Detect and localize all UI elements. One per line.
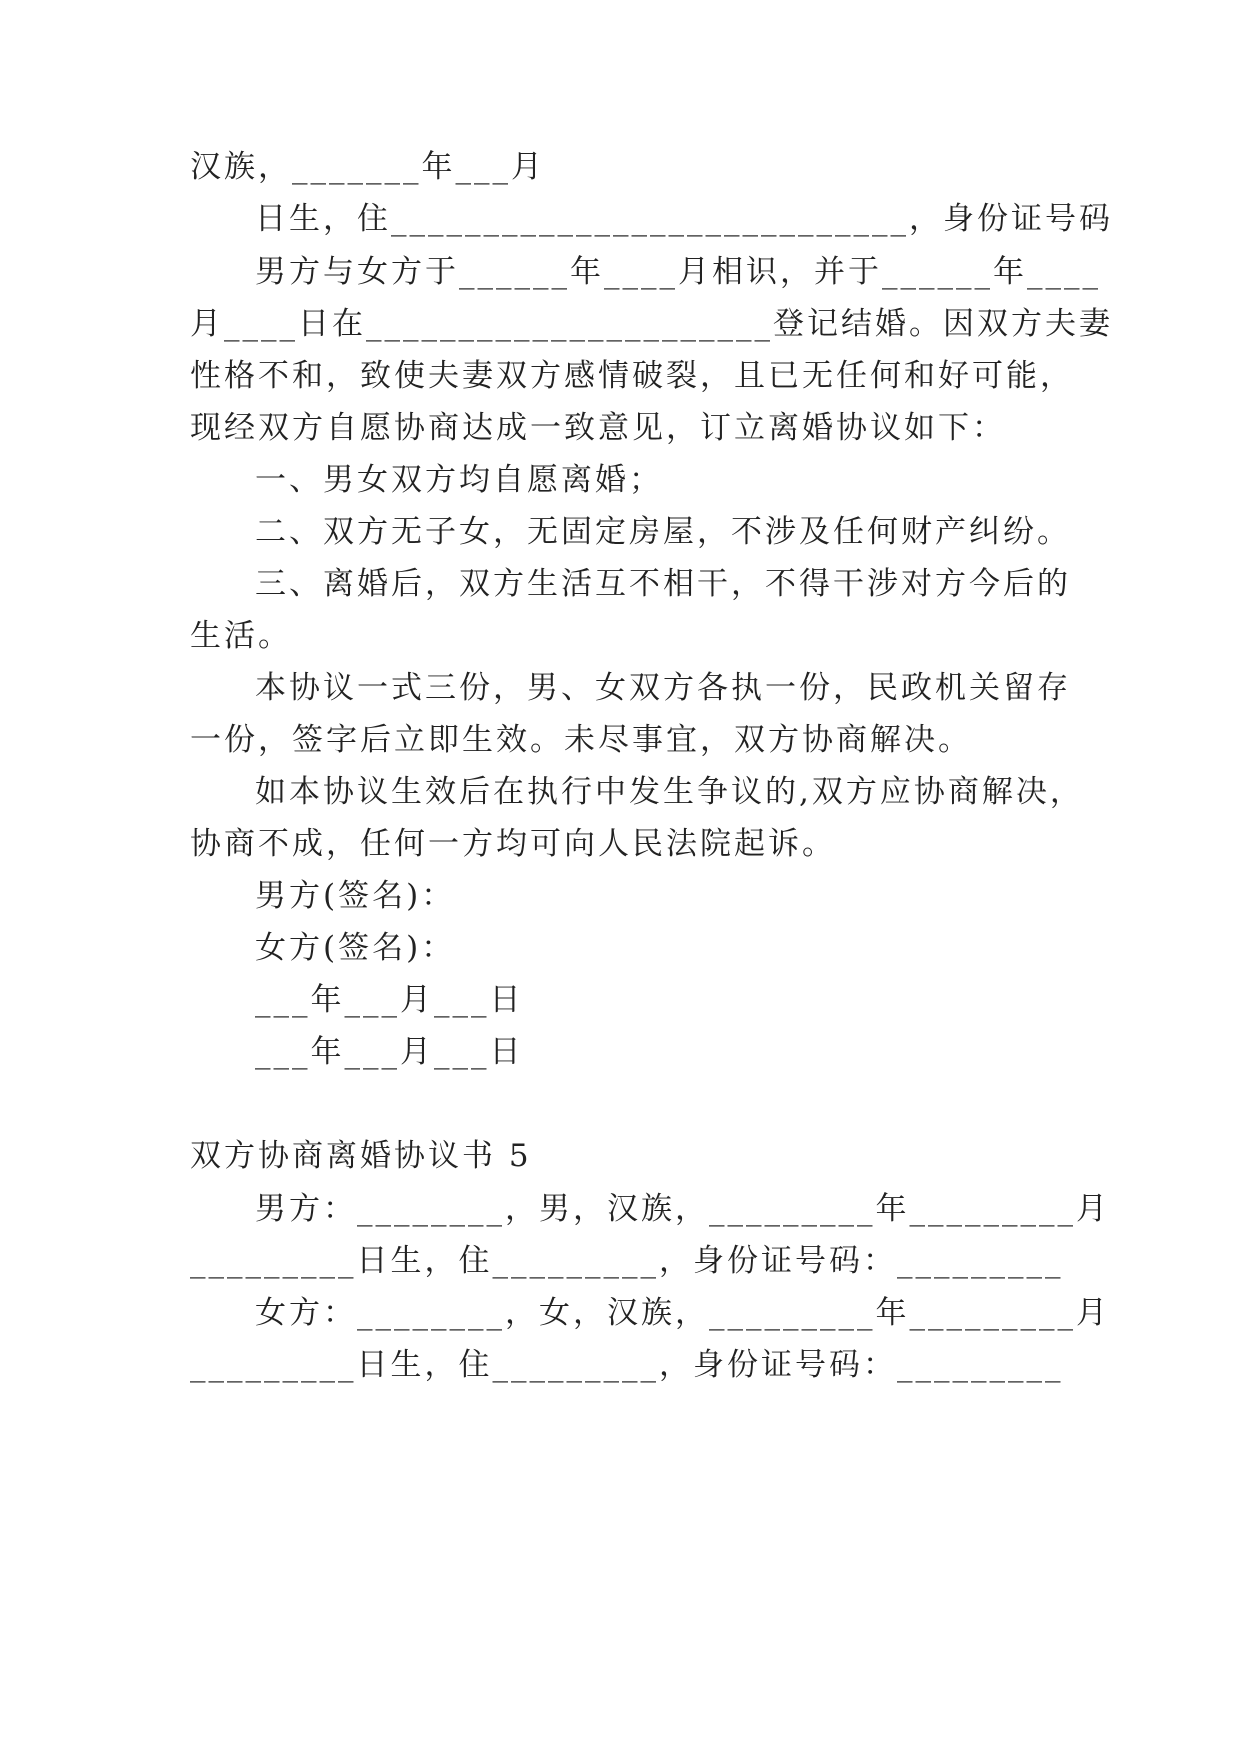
text-line: 协商不成，任何一方均可向人民法院起诉。 (190, 826, 836, 862)
text-line: 三、离婚后，双方生活互不相干，不得干涉对方今后的 (255, 566, 1071, 602)
text-line: 汉族，_______年___月 (190, 149, 545, 185)
text-line: 女方：________，女，汉族，_________年_________月 (255, 1295, 1110, 1331)
text-line: 现经双方自愿协商达成一致意见，订立离婚协议如下： (190, 410, 1006, 446)
text-line: 月____日在______________________登记结婚。因双方夫妻 (190, 306, 1113, 342)
text-line: 一、男女双方均自愿离婚； (255, 462, 663, 498)
text-line: _________日生，住_________，身份证号码：_________ (190, 1347, 1064, 1383)
date-line: ___年___月___日 (255, 982, 524, 1018)
text-line: 日生，住____________________________，身份证号码 (255, 201, 1113, 237)
text-line: 性格不和，致使夫妻双方感情破裂，且已无任何和好可能， (190, 358, 1074, 394)
text-line: 本协议一式三份，男、女双方各执一份，民政机关留存 (255, 670, 1071, 706)
text-line: 二、双方无子女，无固定房屋，不涉及任何财产纠纷。 (255, 514, 1071, 550)
text-line: 男方与女方于______年____月相识，并于______年____ (255, 254, 1101, 290)
date-line: ___年___月___日 (255, 1034, 524, 1070)
text-line: _________日生，住_________，身份证号码：_________ (190, 1243, 1064, 1279)
text-line: 生活。 (190, 618, 292, 654)
section-title: 双方协商离婚协议书 5 (190, 1138, 532, 1174)
signature-line-female: 女方(签名)： (255, 930, 456, 966)
text-line: 如本协议生效后在执行中发生争议的,双方应协商解决， (255, 774, 1084, 810)
text-line: 一份，签字后立即生效。未尽事宜，双方协商解决。 (190, 722, 972, 758)
text-line: 男方：________，男，汉族，_________年_________月 (255, 1191, 1110, 1227)
signature-line-male: 男方(签名)： (255, 878, 456, 914)
